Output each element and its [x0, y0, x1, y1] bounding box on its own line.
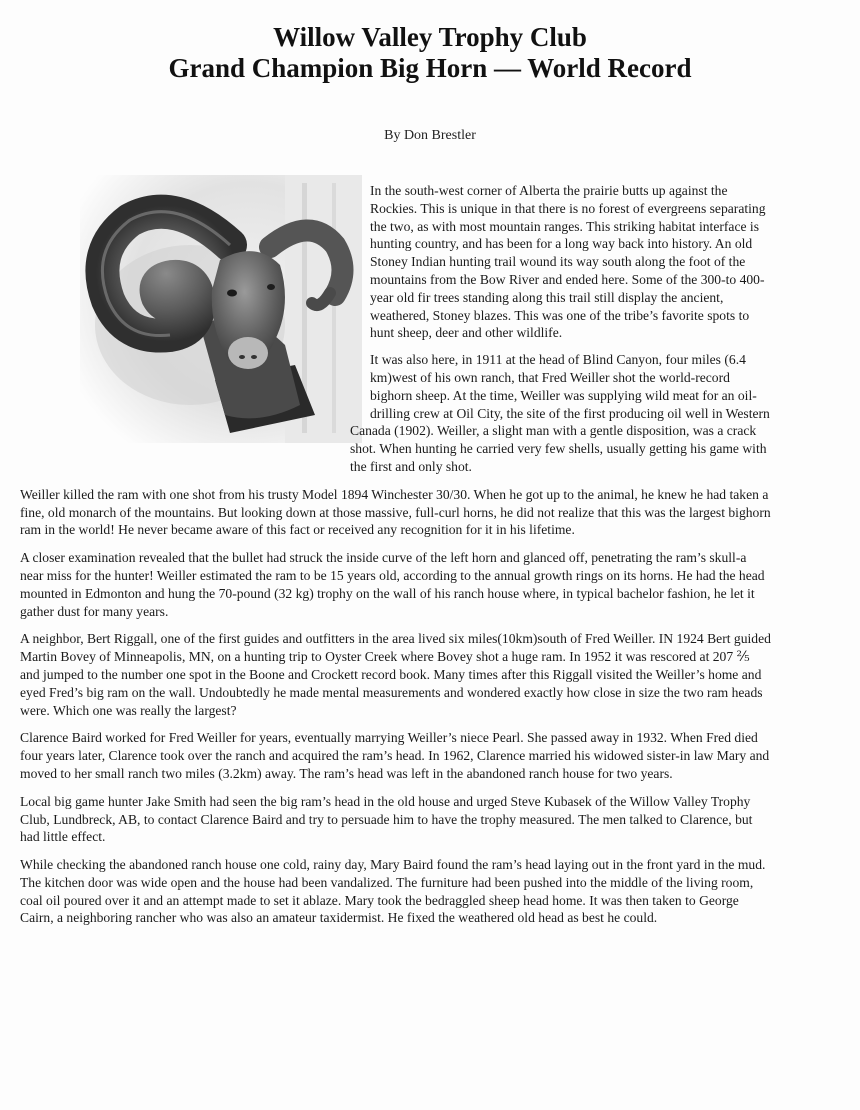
paragraph-3: Weiller killed the ram with one shot from his trusty Model 1894 Winchester 30/30. When he got up to the animal, he knew he had taken a fine, old monarch of the mountains. But looking down at those massive, full-curl horns, he did not realize that this was the largest bighorn ram in the world! He never became aware of this fact or received any recognition for it in his lifetime.	[20, 486, 771, 538]
paragraph-1: In the south-west corner of Alberta the prairie butts up against the Rockies. This is unique in that there is no forest of evergreens separating the two, as with most mountain ranges. This striking habitat interface is hunting country, and has been for a long way back into history. An old Stoney Indian hunting trail wound its way south along the foot of the mountains from the Bow River and ended here. Some of the 300-to 400-year old fir trees standing along this trail still display the ancient, weathered, Stoney blazes. This was one of the tribe’s favorite spots to hunt sheep, deer and other wildlife.	[370, 183, 766, 341]
article-body	[20, 182, 772, 937]
paragraph-7: Local big game hunter Jake Smith had seen the big ram’s head in the old house and urged Steve Kubasek of the Willow Valley Trophy Club, Lundbreck, AB, to contact Clarence Baird and try to persuade him to have the trophy measured. The men talked to Clarence, but had little effect.	[20, 793, 753, 845]
paragraph-5: A neighbor, Bert Riggall, one of the first guides and outfitters in the area lived six miles(10km)south of Fred Weiller. IN 1924 Bert guided Martin Bovey of Minneapolis, MN, on a hunting trip to Oyster Creek where Bovey shot a huge ram. In 1952 it was rescored at 207 ⅖ and jumped to the number one spot in the Boone and Crockett record book. Many times after this Riggall visited the Weiller’s home and eyed Fred’s big ram on the wall. Undoubtedly he made mental measurements and wondered exactly how close in size the two ram heads were. Which one was really the largest?	[20, 631, 771, 718]
title-line-2: Grand Champion Big Horn — World Record	[168, 53, 692, 83]
paragraph-4: A closer examination revealed that the bullet had struck the inside curve of the left horn and glanced off, penetrating the ram’s skull-a near miss for the hunter! Weiller estimated the ram to be 15 years old, according to the annual growth rings on its horns. He had the head mounted in Edmonton and hung the 70-pound (32 kg) trophy on the wall of his ranch house where, in typical bachelor fashion, he let it gather dust for many years.	[20, 550, 765, 619]
byline: By Don Brestler	[384, 128, 476, 143]
paragraph-6: Clarence Baird worked for Fred Weiller for years, eventually marrying Weiller’s niece Pearl. She passed away in 1932. When Fred died four years later, Clarence took over the ranch and acquired the ram’s head. In 1962, Clarence married his widowed sister-in law Mary and moved to her small ranch two miles (3.2km) away. The ram’s head was left in the abandoned ranch house for two years.	[20, 730, 770, 781]
paragraph-2: It was also here, in 1911 at the head of Blind Canyon, four miles (6.4 km)west of his own ranch, that Fred Weiller shot the world-record bighorn sheep. At the time, Weiller was supplying wild meat for an oil-drilling crew at Oil City, the site of the first producing oil well in Western Canada (1902). Weiller, a slight man with a gentle disposition, was a crack shot. When hunting he carried very few shells, usually getting his game with the first and only shot.	[350, 352, 770, 474]
document-title	[0, 22, 860, 84]
paragraph-8: While checking the abandoned ranch house one cold, rainy day, Mary Baird found the ram’s head laying out in the front yard in the mud. The kitchen door was wide open and the house had been vandalized. The furniture had been pushed into the middle of the living room, coal oil poured over it and an attempt made to set it ablaze. Mary took the bedraggled sheep head home. It was then taken to George Cairn, a neighboring rancher who was also an amateur taxidermist. He fixed the weathered old head as best he could.	[20, 857, 766, 926]
title-line-1: Willow Valley Trophy Club	[273, 22, 587, 52]
